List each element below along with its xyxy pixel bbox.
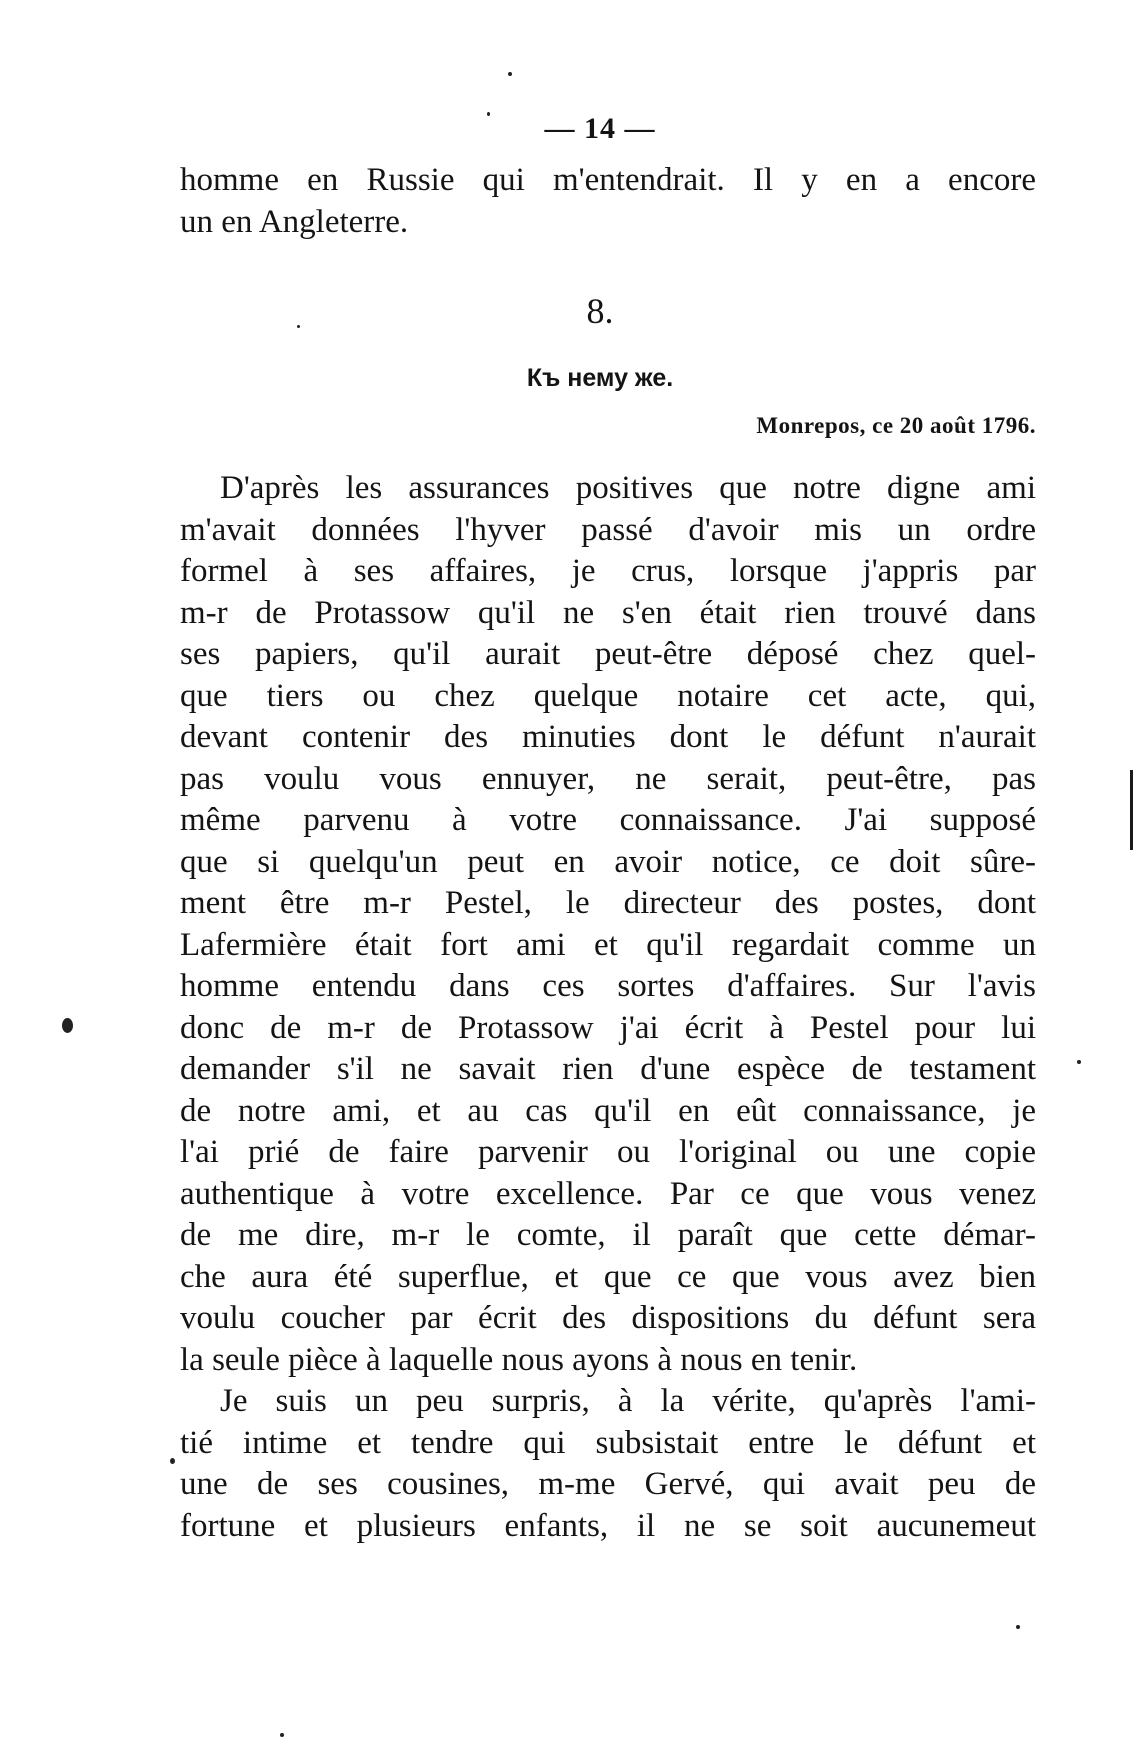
scan-speck — [1077, 1060, 1081, 1064]
text-line: un en Angleterre. — [180, 203, 409, 240]
letter-number: 8. — [586, 291, 614, 331]
scan-speck — [297, 325, 300, 328]
scan-speck — [62, 1018, 73, 1033]
text-line: homme en Russie qui m'entendrait. Il y en a encore — [180, 162, 1036, 198]
scan-speck — [508, 72, 512, 76]
continuation-text — [180, 160, 1036, 243]
text-line: Je suis un peu surpris, à la vérite, qu'après l'ami- — [220, 1383, 1036, 1419]
scan-speck — [170, 1458, 175, 1464]
text-line: donc de m-r de Protassow j'ai écrit à Pestel pour lui — [180, 1009, 1036, 1046]
text-line: D'après les assurances positives que notre digne ami — [220, 470, 1036, 506]
scan-speck — [1016, 1625, 1020, 1629]
text-line: authentique à votre excellence. Par ce que vous venez — [180, 1175, 1036, 1212]
text-line: ment être m-r Pestel, le directeur des postes, dont — [180, 885, 1036, 921]
scan-edge-mark — [1130, 770, 1133, 850]
text-line: que si quelqu'un peut en avoir notice, ce doit sûre- — [180, 843, 1036, 880]
text-line: voulu coucher par écrit des dispositions du défunt sera — [180, 1300, 1036, 1336]
text-line: de me dire, m-r le comte, il paraît que cette démar- — [180, 1217, 1036, 1253]
text-line: tié intime et tendre qui subsistait entre le défunt et — [180, 1424, 1036, 1461]
text-line: une de ses cousines, m-me Gervé, qui avait peu de — [180, 1466, 1036, 1502]
text-line: la seule pièce à laquelle nous ayons à nous en tenir. — [180, 1341, 858, 1378]
text-line: m'avait données l'hyver passé d'avoir mis un ordre — [180, 511, 1036, 548]
letter-heading: Къ нему же. — [526, 364, 674, 392]
text-line: que tiers ou chez quelque notaire cet acte, qui, — [180, 677, 1036, 714]
text-line: ses papiers, qu'il aurait peut-être déposé chez quel- — [180, 636, 1036, 672]
text-line: demander s'il ne savait rien d'une espèce de testament — [180, 1051, 1036, 1087]
text-line: de notre ami, et au cas qu'il en eût connaissance, je — [180, 1092, 1036, 1129]
letter-body — [180, 468, 1036, 1547]
text-line: formel à ses affaires, je crus, lorsque j'appris par — [180, 553, 1036, 589]
scan-speck — [487, 112, 490, 116]
text-line: m-r de Protassow qu'il ne s'en était rien trouvé dans — [180, 594, 1036, 631]
text-line: même parvenu à votre connaissance. J'ai supposé — [180, 802, 1036, 838]
text-line: homme entendu dans ces sortes d'affaires. Sur l'avis — [180, 968, 1036, 1004]
scan-speck — [280, 1733, 284, 1737]
text-line: fortune et plusieurs enfants, il ne se soit aucunemeut — [180, 1507, 1036, 1544]
text-line: l'ai prié de faire parvenir ou l'original ou une copie — [180, 1134, 1036, 1170]
page-number: — 14 — — [544, 112, 656, 145]
letter-dateline: Monrepos, ce 20 août 1796. — [756, 413, 1036, 438]
text-line: Lafermière était fort ami et qu'il regardait comme un — [180, 926, 1036, 963]
text-line: devant contenir des minuties dont le défunt n'aurait — [180, 719, 1036, 755]
text-line: che aura été superflue, et que ce que vous avez bien — [180, 1258, 1036, 1295]
text-line: pas voulu vous ennuyer, ne serait, peut-être, pas — [180, 760, 1036, 797]
